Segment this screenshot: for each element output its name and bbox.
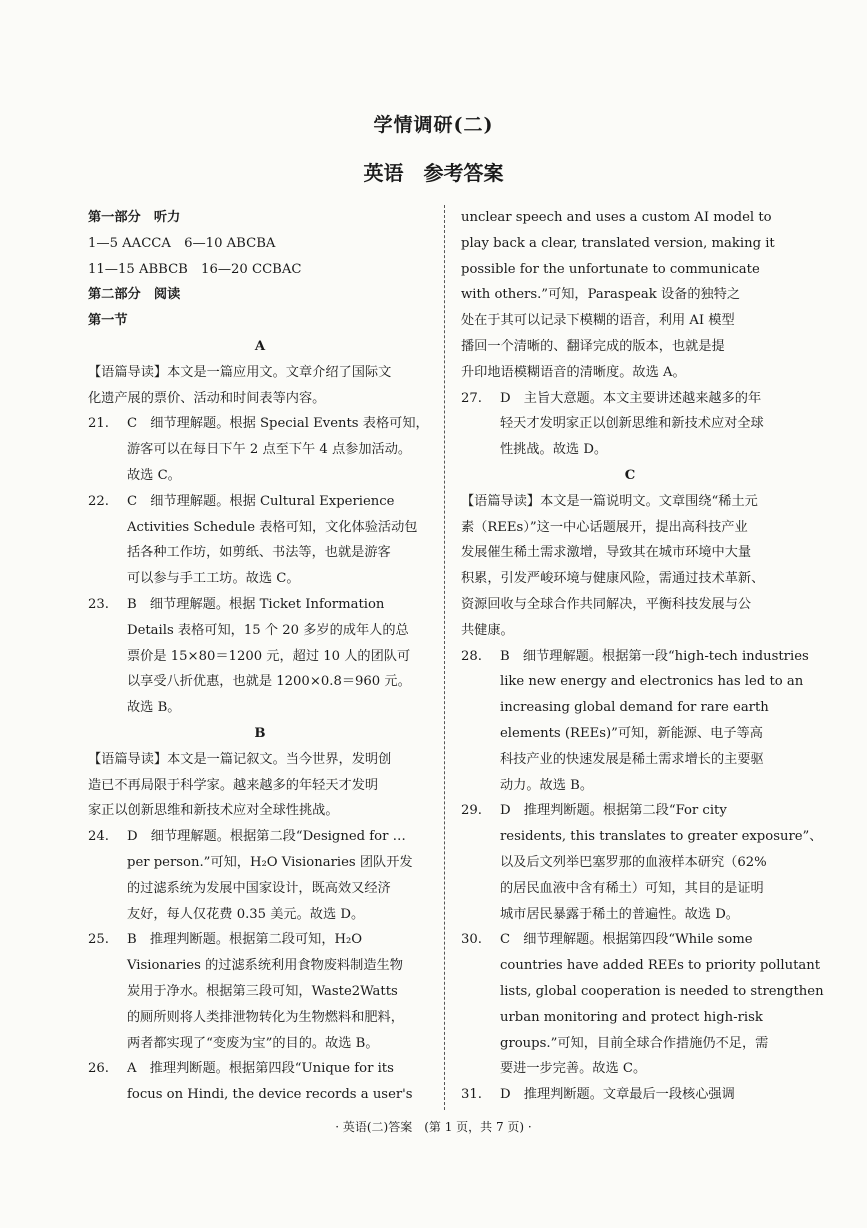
answer-line: D 主旨大意题。本文主要讲述越来越多的年 (500, 390, 762, 406)
question-number: 30. (461, 932, 482, 948)
answer-line: C 细节理解题。根据 Special Events 表格可知， (127, 416, 429, 432)
answer-line: 友好，每人仅花费 0.35 美元。故选 D。 (127, 906, 365, 922)
guide-line: 造已不再局限于科学家。越来越多的年轻天才发明 (88, 777, 379, 793)
guide-line: 素（REEs）”这一中心话题展开，提出高科技产业 (461, 519, 748, 535)
answer-line: 故选 C。 (127, 467, 181, 483)
answer-line: like new energy and electronics has led to an (500, 674, 804, 690)
answer-line: 科技产业的快速发展是稀土需求增长的主要驱 (500, 751, 764, 767)
part1-heading: 第一部分 听力 (88, 210, 181, 225)
page-footer: · 英语(二)答案 (第 1 页，共 7 页) · (335, 1120, 532, 1134)
column-divider (444, 205, 445, 1110)
answer-26 (88, 1056, 432, 1108)
answer-line: 的过滤系统为发展中国家设计，既高效又经济 (127, 880, 391, 896)
guide-a (88, 360, 432, 412)
answer-line: D 推理判断题。根据第二段“For city (500, 803, 727, 819)
guide-line: 发展催生稀土需求激增，导致其在城市环境中大量 (461, 545, 752, 561)
guide-line: 积累，引发严峻环境与健康风险，需通过技术革新、 (461, 571, 765, 587)
answer-25 (88, 927, 432, 1056)
answer-line: groups.”可知，目前全球合作措施仍不足，需 (500, 1035, 769, 1051)
answer-21 (88, 411, 432, 488)
answer-line: 性挑战。故选 D。 (500, 442, 608, 458)
answer-line: 城市居民暴露于稀土的普遍性。故选 D。 (500, 906, 739, 922)
answer-line: 播回一个清晰的、翻译完成的版本，也就是提 (461, 338, 725, 354)
answer-line: 票价是 15×80＝1200 元，超过 10 人的团队可 (127, 648, 411, 664)
answer-line: urban monitoring and protect high-risk (500, 1009, 763, 1025)
answer-line: Details 表格可知，15 个 20 多岁的成年人的总 (127, 622, 409, 638)
answer-line: 两者都实现了“变废为宝”的目的。故选 B。 (127, 1035, 379, 1051)
answer-24 (88, 824, 432, 927)
answer-line: with others.”可知，Paraspeak 设备的独特之 (461, 287, 741, 303)
answer-line: per person.”可知，H₂O Visionaries 团队开发 (127, 854, 413, 870)
answer-line: countries have added REEs to priority pollutant (500, 958, 821, 974)
passage-c-label: C (624, 467, 636, 483)
answer-line: focus on Hindi, the device records a user's (127, 1087, 413, 1103)
answer-line: 轻天才发明家正以创新思维和新技术应对全球 (500, 416, 764, 432)
answer-line: unclear speech and uses a custom AI model to (461, 210, 772, 225)
answer-line: 以享受八折优惠，也就是 1200×0.8＝960 元。 (127, 674, 411, 690)
answer-27 (461, 386, 799, 463)
answer-line: 以及后文列举巴塞罗那的血液样本研究（62% (500, 854, 767, 870)
guide-line: 化遗产展的票价、活动和时间表等内容。 (88, 390, 326, 406)
answer-line: 处在于其可以记录下模糊的语音，利用 AI 模型 (461, 313, 735, 329)
answer-line: A 推理判断题。根据第四段“Unique for its (127, 1061, 394, 1077)
answer-22 (88, 489, 432, 592)
passage-b-label: B (254, 725, 266, 741)
question-number: 28. (461, 648, 482, 664)
guide-line: 共健康。 (461, 622, 514, 638)
answer-line: C 细节理解题。根据 Cultural Experience (127, 493, 395, 509)
guide-line: 【语篇导读】本文是一篇说明文。文章围绕“稀土元 (461, 493, 758, 509)
question-number: 29. (461, 803, 482, 819)
answer-line: 动力。故选 B。 (500, 777, 594, 793)
answer-31 (461, 1082, 799, 1108)
answer-30 (461, 927, 824, 1082)
listening-answers-2: 11—15 ABBCB 16—20 CCBAC (88, 261, 302, 277)
guide-line: 【语篇导读】本文是一篇应用文。文章介绍了国际文 (88, 364, 392, 380)
answer-line: possible for the unfortunate to communicate (461, 261, 760, 277)
answer-28 (461, 644, 809, 799)
answer-line: Visionaries 的过滤系统利用食物废料制造生物 (127, 958, 403, 974)
answer-line: elements (REEs)”可知，新能源、电子等高 (500, 725, 763, 741)
answer-line: 要进一步完善。故选 C。 (500, 1061, 647, 1077)
page-subtitle: 英语 参考答案 (363, 161, 504, 185)
answer-line: 故选 B。 (127, 700, 181, 716)
answer-line: 可以参与手工工坊。故选 C。 (127, 571, 300, 587)
guide-line: 家正以创新思维和新技术应对全球性挑战。 (88, 803, 339, 819)
answer-line: increasing global demand for rare earth (500, 700, 769, 716)
answer-line: play back a clear, translated version, making it (461, 235, 775, 251)
right-column (461, 205, 824, 1108)
answer-line: 炭用于净水。根据第三段可知，Waste2Watts (127, 983, 398, 999)
guide-line: 资源回收与全球合作共同解决，平衡科技发展与公 (461, 596, 752, 612)
answer-29 (461, 798, 823, 927)
listening-answers-1: 1—5 AACCA 6—10 ABCBA (88, 235, 276, 251)
answer-line: C 细节理解题。根据第四段“While some (500, 932, 753, 948)
answer-line: 游客可以在每日下午 2 点至下午 4 点参加活动。 (127, 442, 412, 458)
question-number: 21. (88, 416, 109, 432)
guide-b (88, 747, 432, 824)
answer-line: D 细节理解题。根据第二段“Designed for … (127, 829, 406, 845)
answer-line: 升印地语模糊语音的清晰度。故选 A。 (461, 364, 686, 380)
answer-23 (88, 592, 432, 721)
answer-line: 的居民血液中含有稀土）可知，其目的是证明 (500, 880, 764, 896)
answer-line: residents, this translates to greater exposure”、 (500, 829, 823, 845)
question-number: 31. (461, 1087, 482, 1103)
left-column (88, 205, 432, 1108)
guide-line: 【语篇导读】本文是一篇记叙文。当今世界，发明创 (88, 751, 392, 767)
question-number: 25. (88, 932, 109, 948)
part2-heading: 第二部分 阅读 (88, 287, 181, 303)
passage-a-label: A (254, 338, 266, 354)
question-number: 23. (88, 596, 109, 612)
question-number: 22. (88, 493, 109, 509)
answer-line: Activities Schedule 表格可知，文化体验活动包 (127, 519, 418, 535)
answer-line: B 细节理解题。根据第一段“high-tech industries (500, 648, 809, 664)
page-title: 学情调研(二) (373, 114, 494, 136)
answer-line: B 推理判断题。根据第二段可知，H₂O (127, 932, 363, 948)
answer-line: lists, global cooperation is needed to strengthen (500, 983, 824, 999)
answer-26-continued (461, 205, 799, 386)
answer-line: 括各种工作坊，如剪纸、书法等，也就是游客 (127, 545, 391, 561)
section1-heading: 第一节 (88, 313, 128, 329)
answer-line: B 细节理解题。根据 Ticket Information (127, 596, 385, 612)
answer-line: 的厕所则将人类排泄物转化为生物燃料和肥料， (127, 1009, 404, 1025)
question-number: 26. (88, 1061, 109, 1077)
question-number: 27. (461, 390, 482, 406)
question-number: 24. (88, 829, 109, 845)
guide-c (461, 489, 799, 644)
answer-line: D 推理判断题。文章最后一段核心强调 (500, 1087, 735, 1103)
